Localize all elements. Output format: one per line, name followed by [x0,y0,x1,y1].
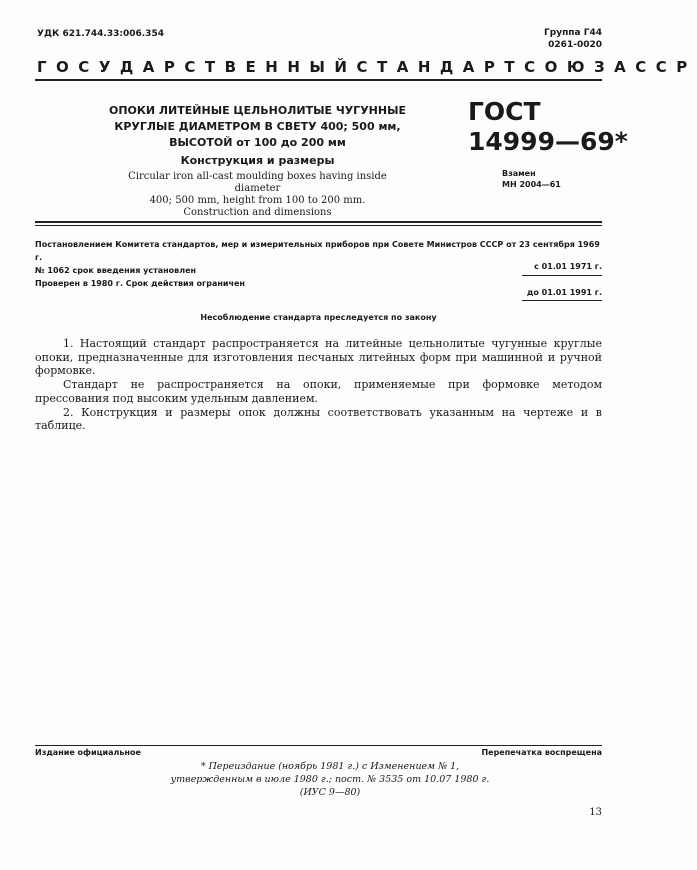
law-notice: Несоблюдение стандарта преследуется по закону [200,313,437,322]
english-title-line: Circular iron all-cast moulding boxes having inside diameter [128,171,387,194]
document-title [105,103,410,151]
footnote-line: * Переиздание (ноябрь 1981 г.) с Изменением № 1, [200,761,460,772]
reprint-notice: Перепечатка воспрещена [481,748,602,757]
decree-text [35,238,602,277]
udk-code: УДК 621.744.33:006.354 [37,29,164,39]
gost-designation [468,97,628,157]
group-number: 0261-0020 [548,40,602,50]
effective-date: с 01.01 1971 г. [534,262,602,271]
replaces-label: Взамен [502,169,536,178]
banner-word: СТАНДАРТ [356,58,525,76]
official-edition: Издание официальное [35,748,141,757]
decree-line: № 1062 срок введения установлен [35,266,197,275]
english-title-line: Construction and dimensions [183,207,332,218]
banner-word: ССР [635,58,697,76]
replaces-value: МН 2004—61 [502,180,561,189]
paragraph: 2. Конструкция и размеры опок должны соответствовать указанным на чертеже и в таблице. [35,405,602,433]
underline [522,275,602,276]
document-subtitle: Конструкция и размеры [180,154,335,167]
paragraph: 1. Настоящий стандарт распространяется на литейные цельнолитые чугунные круглые опоки, предназначенные для изготовления песчаных литейных форм при машинной и ручной формовке. [35,337,602,378]
footnote-line: (ИУС 9—80) [299,787,361,798]
title-line: КРУГЛЫЕ ДИАМЕТРОМ В СВЕТУ 400; 500 мм, [114,120,401,133]
replaces-block [502,168,561,190]
group-code [544,27,602,51]
page-number: 13 [589,807,602,818]
divider [35,745,602,746]
checked-text: Проверен в 1980 г. Срок действия ограничен [35,279,245,288]
footnote [140,760,520,799]
gost-label: ГОСТ [468,97,541,126]
footnote-line: утвержденным в июле 1980 г.; пост. № 3535 от 10.07 1980 г. [170,774,490,785]
banner-word: СОЮЗА [524,58,636,76]
title-line: ОПОКИ ЛИТЕЙНЫЕ ЦЕЛЬНОЛИТЫЕ ЧУГУННЫЕ [108,104,407,117]
english-title [105,171,410,219]
body-text [35,337,602,433]
standard-banner [37,58,697,76]
gost-number: 14999—69* [468,127,628,156]
underline [522,300,602,301]
group-line: Группа Г44 [544,28,602,38]
decree-line: Постановлением Комитета стандартов, мер и измерительных приборов при Совете Министров СССР от 23 сентября 1969 г. [35,240,600,262]
banner-word: ГОСУДАРСТВЕННЫЙ [37,58,357,76]
english-title-line: 400; 500 mm, height from 100 to 200 mm. [149,195,366,206]
expiry-date: до 01.01 1991 г. [526,288,602,297]
paragraph: Стандарт не распространяется на опоки, применяемые при формовке методом прессования под высоким удельным давлением. [35,378,602,405]
title-line: ВЫСОТОЙ от 100 до 200 мм [169,136,346,149]
divider [35,221,602,226]
divider [35,79,602,81]
